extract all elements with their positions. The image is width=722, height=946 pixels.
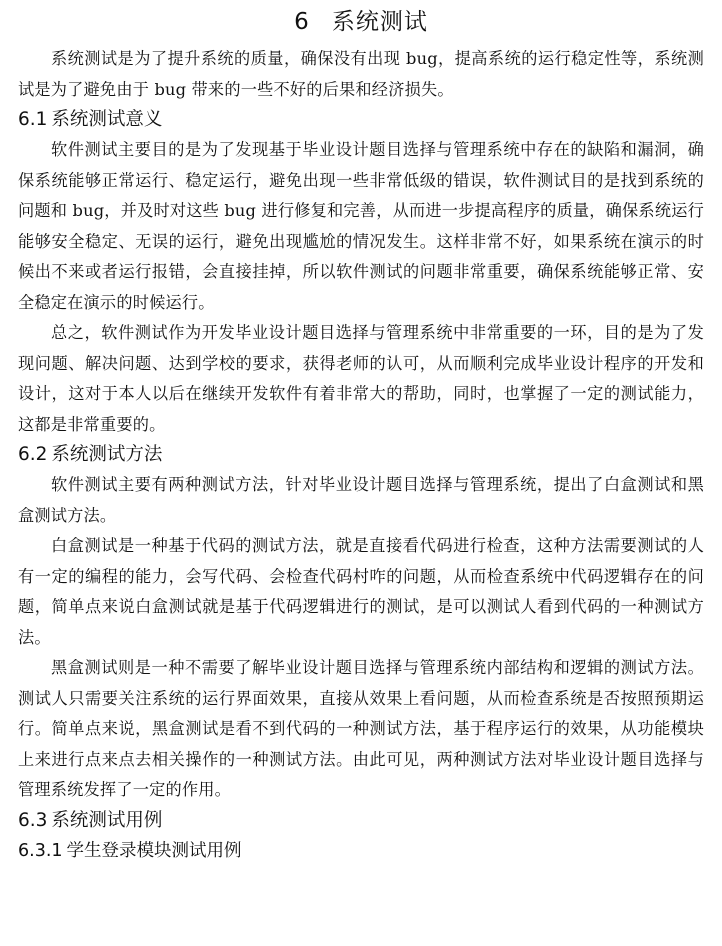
section-title: 系统测试方法: [51, 444, 163, 465]
section-title: 系统测试意义: [51, 109, 163, 130]
paragraph: 软件测试主要有两种测试方法，针对毕业设计题目选择与管理系统，提出了白盒测试和黑盒测试方法。: [18, 475, 704, 525]
section-title: 系统测试用例: [51, 809, 163, 831]
section-number: 6.2: [18, 444, 48, 465]
section-number: 6.1: [18, 109, 48, 130]
section-heading-6-1: [18, 105, 704, 135]
section-heading-6-3: [18, 806, 704, 836]
subsection-title: 学生登录模块测试用例: [66, 840, 242, 861]
intro-paragraph: 系统测试是为了提升系统的质量，确保没有出现 bug，提高系统的运行稳定性等，系统测试是为了避免由于 bug 带来的一些不好的后果和经济损失。: [18, 49, 704, 99]
paragraph: 软件测试主要目的是为了发现基于毕业设计题目选择与管理系统中存在的缺陷和漏洞，确保系统能够正常运行、稳定运行，避免出现一些非常低级的错误，软件测试目的是找到系统的问题和 bug，并及时对这些 bug 进行修复和完善，从而进一步提高程序的质量，确保系统运行能够安全稳定、无误的运行，避免出现尴尬的情况发生。这样非常不好，如果系统在演示的时候出不来或者运行报错，会直接挂掉，所以软件测试的问题非常重要，确保系统能够正常、安全稳定在演示的时候运行。: [18, 140, 704, 312]
section-number: 6.3: [18, 809, 48, 831]
paragraph: 总之，软件测试作为开发毕业设计题目选择与管理系统中非常重要的一环，目的是为了发现问题、解决问题、达到学校的要求，获得老师的认可，从而顺利完成毕业设计程序的开发和设计，这对于本人以后在继续开发软件有着非常大的帮助，同时，也掌握了一定的测试能力，这都是非常重要的。: [18, 323, 704, 434]
chapter-title: [18, 6, 704, 38]
subsection-number: 6.3.1: [18, 840, 63, 861]
paragraph: 白盒测试是一种基于代码的测试方法，就是直接看代码进行检查，这种方法需要测试的人有一定的编程的能力，会写代码、会检查代码村咋的问题，从而检查系统中代码逻辑存在的问题，简单点来说白盒测试就是基于代码逻辑进行的测试，是可以测试人看到代码的一种测试方法。: [18, 536, 704, 647]
subsection-heading-6-3-1: [18, 836, 704, 866]
chapter-title-text: 系统测试: [331, 9, 428, 35]
paragraph: 黑盒测试则是一种不需要了解毕业设计题目选择与管理系统内部结构和逻辑的测试方法。测试人只需要关注系统的运行界面效果，直接从效果上看问题，从而检查系统是否按照预期运行。简单点来说，黑盒测试是看不到代码的一种测试方法，基于程序运行的效果，从功能模块上来进行点来点去相关操作的一种测试方法。由此可见，两种测试方法对毕业设计题目选择与管理系统发挥了一定的作用。: [18, 658, 704, 799]
section-heading-6-2: [18, 440, 704, 470]
chapter-number: 6: [294, 9, 310, 35]
